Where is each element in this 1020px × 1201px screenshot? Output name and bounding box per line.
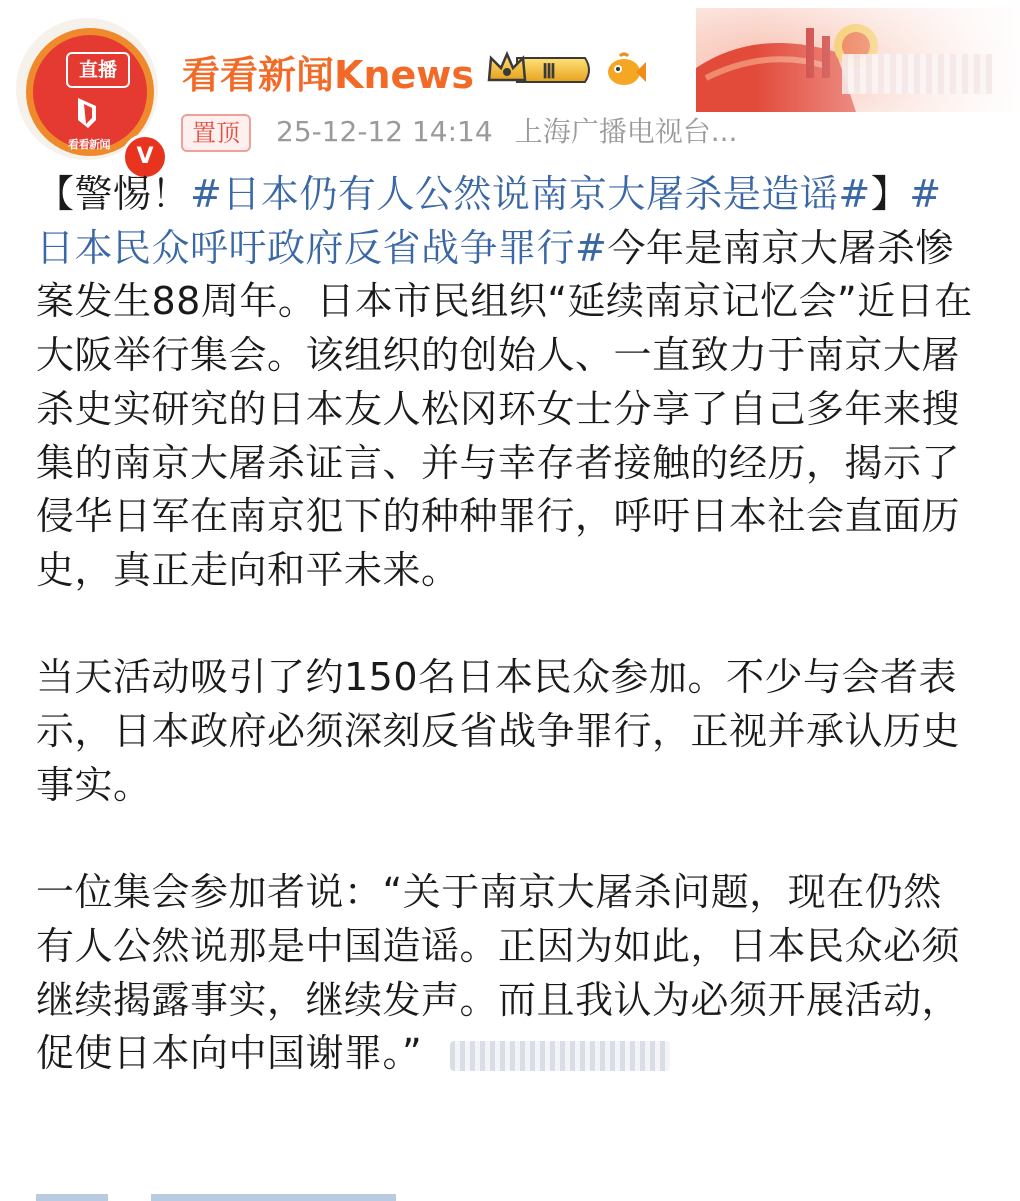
live-badge-icon: 直播 xyxy=(66,52,130,88)
paragraph-gap xyxy=(36,598,976,652)
post-text-3: 一位集会参加者说：“关于南京大屠杀问题，现在仍然有人公然说那是中国造谣。正因为如此，日本民众必须继续揭露事实，继续发声。而且我认为必须开展活动，促使日本向中国谢罪。” xyxy=(36,870,961,1076)
post-source[interactable]: 上海广播电视台... xyxy=(514,115,738,148)
banner-blur xyxy=(842,54,992,94)
crown-level-icon[interactable] xyxy=(487,50,595,90)
verified-icon: V xyxy=(122,134,168,180)
post-timestamp: 25-12-12 14:14 xyxy=(276,115,493,148)
post-suffix: 】 xyxy=(870,172,910,216)
pinned-badge: 置顶 xyxy=(181,114,251,152)
level-badge-text: Ⅲ xyxy=(542,61,556,83)
post-prefix: 【警惕！ xyxy=(36,172,191,216)
fish-emoji-icon xyxy=(606,52,646,88)
hashtag-link-2[interactable]: #日本民众呼吁政府反省战争罪行# xyxy=(36,172,942,270)
post-body xyxy=(36,168,976,1081)
post-paragraph-1 xyxy=(36,168,976,598)
truncated-text-line xyxy=(36,1188,396,1201)
paragraph-gap xyxy=(36,812,976,866)
post-paragraph-3 xyxy=(36,866,976,1081)
blurred-link[interactable] xyxy=(450,1041,670,1071)
user-name[interactable]: 看看新闻Knews xyxy=(182,53,474,97)
avatar[interactable] xyxy=(16,18,158,169)
logo-mark-icon xyxy=(76,96,102,130)
hashtag-link-1[interactable]: #日本仍有人公然说南京大屠杀是造谣# xyxy=(190,172,871,216)
post-meta xyxy=(276,114,737,150)
avatar-logo-text: 看看新闻 xyxy=(68,138,110,151)
post-paragraph-2: 当天活动吸引了约150名日本民众参加。不少与会者表示，日本政府必须深刻反省战争罪行，正视并承认历史事实。 xyxy=(36,655,961,807)
post-text-1: 今年是南京大屠杀惨案发生88周年。日本市民组织“延续南京记忆会”近日在大阪举行集会。该组织的创始人、一直致力于南京大屠杀史实研究的日本友人松冈环女士分享了自己多年来搜集的南京大屠杀证言、并与幸存者接触的经历，揭示了侵华日军在南京犯下的种种罪行，呼吁日本社会直面历史，真正走向和平未来。 xyxy=(36,225,973,592)
